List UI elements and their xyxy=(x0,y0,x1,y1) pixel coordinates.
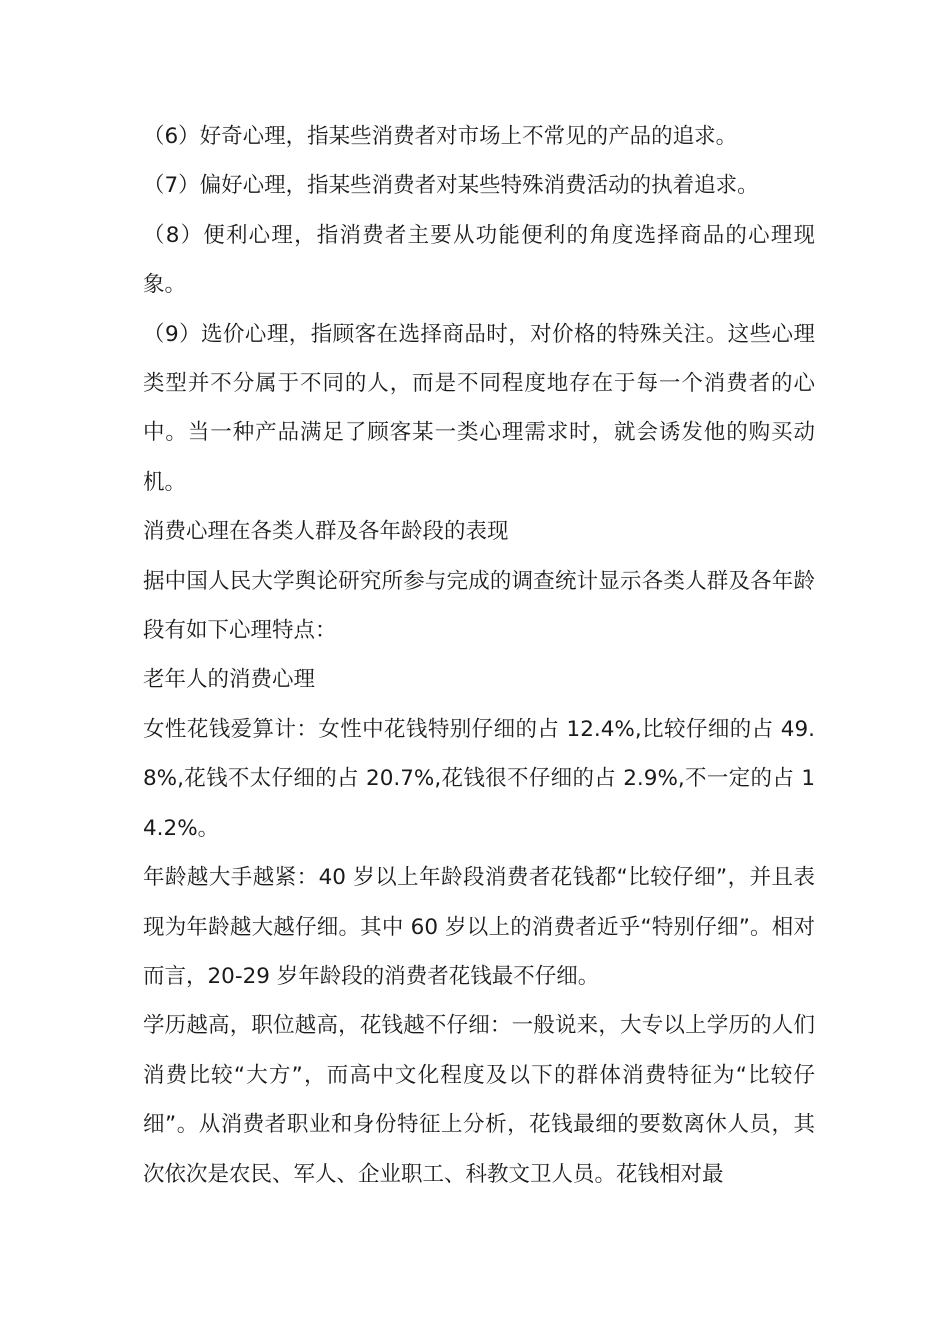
paragraph-price: （9）选价心理，指顾客在选择商品时，对价格的特殊关注。这些心理类型并不分属于不同的人，而是不同程度地存在于每一个消费者的心中。当一种产品满足了顾客某一类心理需求时，就会诱发他的购买动机。 xyxy=(143,321,815,495)
paragraph-survey-intro: 据中国人民大学舆论研究所参与完成的调查统计显示各类人群及各年龄段有如下心理特点： xyxy=(143,568,815,644)
section-heading-elderly: 老年人的消费心理 xyxy=(143,667,316,693)
paragraph-convenience: （8）便利心理，指消费者主要从功能便利的角度选择商品的心理现象。 xyxy=(143,222,815,298)
paragraph-preference: （7）偏好心理，指某些消费者对某些特殊消费活动的执着追求。 xyxy=(143,173,759,199)
section-heading-groups: 消费心理在各类人群及各年龄段的表现 xyxy=(143,519,509,545)
document-body xyxy=(143,112,815,1199)
paragraph-women-spending: 女性花钱爱算计：女性中花钱特别仔细的占 12.4%,比较仔细的占 49.8%,花钱不太仔细的占 20.7%,花钱很不仔细的占 2.9%,不一定的占 14.2%。 xyxy=(143,716,815,841)
paragraph-age-spending: 年龄越大手越紧：40 岁以上年龄段消费者花钱都“比较仔细”，并且表现为年龄越大越仔细。其中 60 岁以上的消费者近乎“特别仔细”。相对而言，20-29 岁年龄段的消费者花钱最不仔细。 xyxy=(143,865,815,989)
paragraph-curiosity: （6）好奇心理，指某些消费者对市场上不常见的产品的追求。 xyxy=(143,124,738,149)
paragraph-education-spending: 学历越高，职位越高，花钱越不仔细：一般说来，大专以上学历的人们消费比较“大方”，而高中文化程度及以下的群体消费特征为“比较仔细”。从消费者职业和身份特征上分析，花钱最细的要数离休人员，其次依次是农民、军人、企业职工、科教文卫人员。花钱相对最 xyxy=(143,1013,815,1187)
